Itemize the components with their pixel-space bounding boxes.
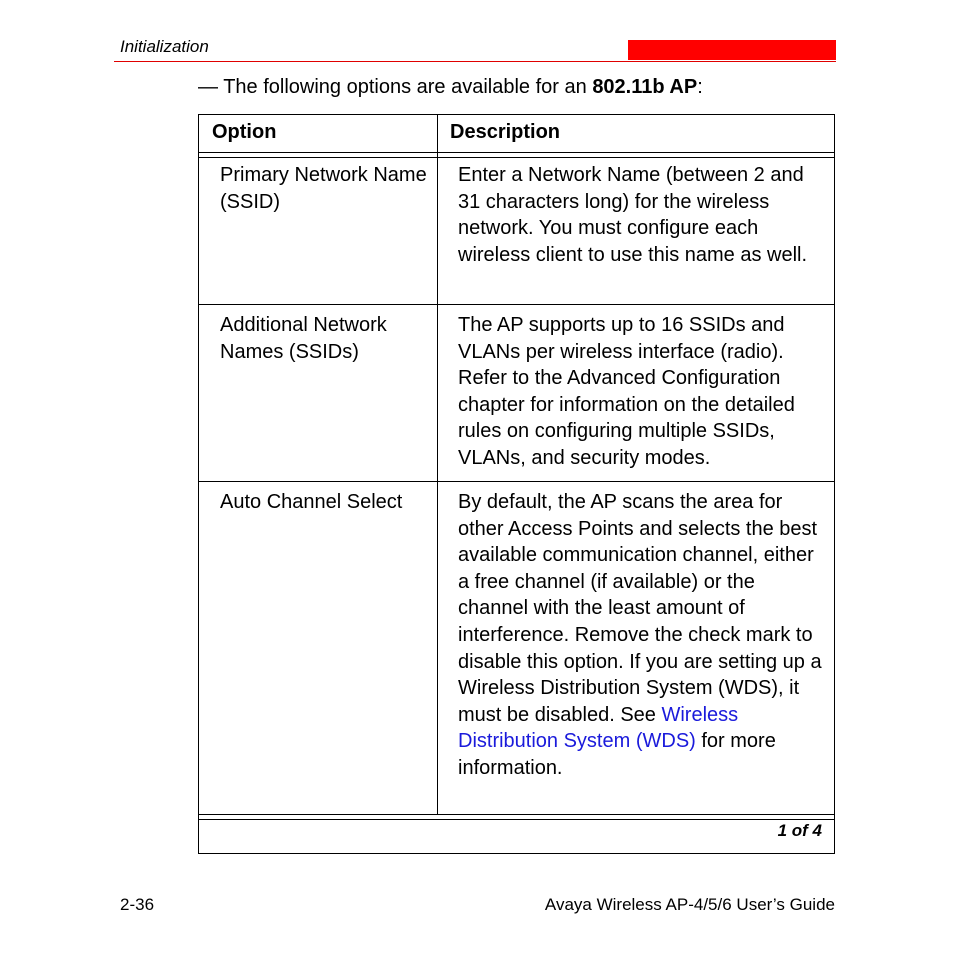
page-number: 2-36: [120, 895, 155, 914]
header-description: Description: [450, 121, 561, 143]
intro-prefix: — The following options are available for an: [198, 76, 593, 98]
row-primary-ssid-option: Primary Network Name (SSID): [220, 164, 427, 213]
header-rule: [114, 61, 836, 62]
intro-emphasis: 802.11b AP: [592, 76, 698, 98]
row-auto-channel-option: Auto Channel Select: [220, 491, 403, 513]
header-accent-bar: [628, 40, 836, 60]
header-rule-top: [199, 152, 834, 153]
wds-link[interactable]: Wireless Distribution System (WDS): [458, 703, 739, 753]
row-divider: [199, 481, 834, 482]
options-table: [198, 114, 835, 854]
running-header-title: Initialization: [120, 37, 209, 56]
intro-sentence: [198, 75, 703, 99]
auto-channel-text-end: for more information.: [458, 730, 776, 779]
table-page-indicator: 1 of 4: [777, 821, 822, 840]
table-end-rule-bottom: [199, 819, 834, 820]
row-auto-channel-description: [458, 489, 830, 782]
book-title: Avaya Wireless AP-4/5/6 User’s Guide: [544, 895, 835, 914]
column-divider: [437, 115, 438, 815]
row-primary-ssid-description: Enter a Network Name (between 2 and 31 characters long) for the wireless network. You must configure each wireless client to use this name as well.: [458, 164, 808, 266]
header-option: Option: [212, 121, 277, 143]
table-end-rule-top: [199, 814, 834, 815]
intro-suffix: :: [697, 76, 703, 98]
auto-channel-text: By default, the AP scans the area for other Access Points and selects the best available communication channel, either a free channel (if available) or the channel with the least amount of interference. Remove the check mark to disable this option. If you are setting up a Wireless Distribution System (WDS), it must be disabled. See: [458, 491, 822, 726]
header-rule-bottom: [199, 157, 834, 158]
row-additional-ssids-description: The AP supports up to 16 SSIDs and VLANs per wireless interface (radio). Refer to the Advanced Configuration chapter for information on the detailed rules on configuring multiple SSIDs, VLANs, and security modes.: [458, 314, 795, 469]
row-divider: [199, 304, 834, 305]
row-additional-ssids-option: Additional Network Names (SSIDs): [220, 314, 387, 363]
